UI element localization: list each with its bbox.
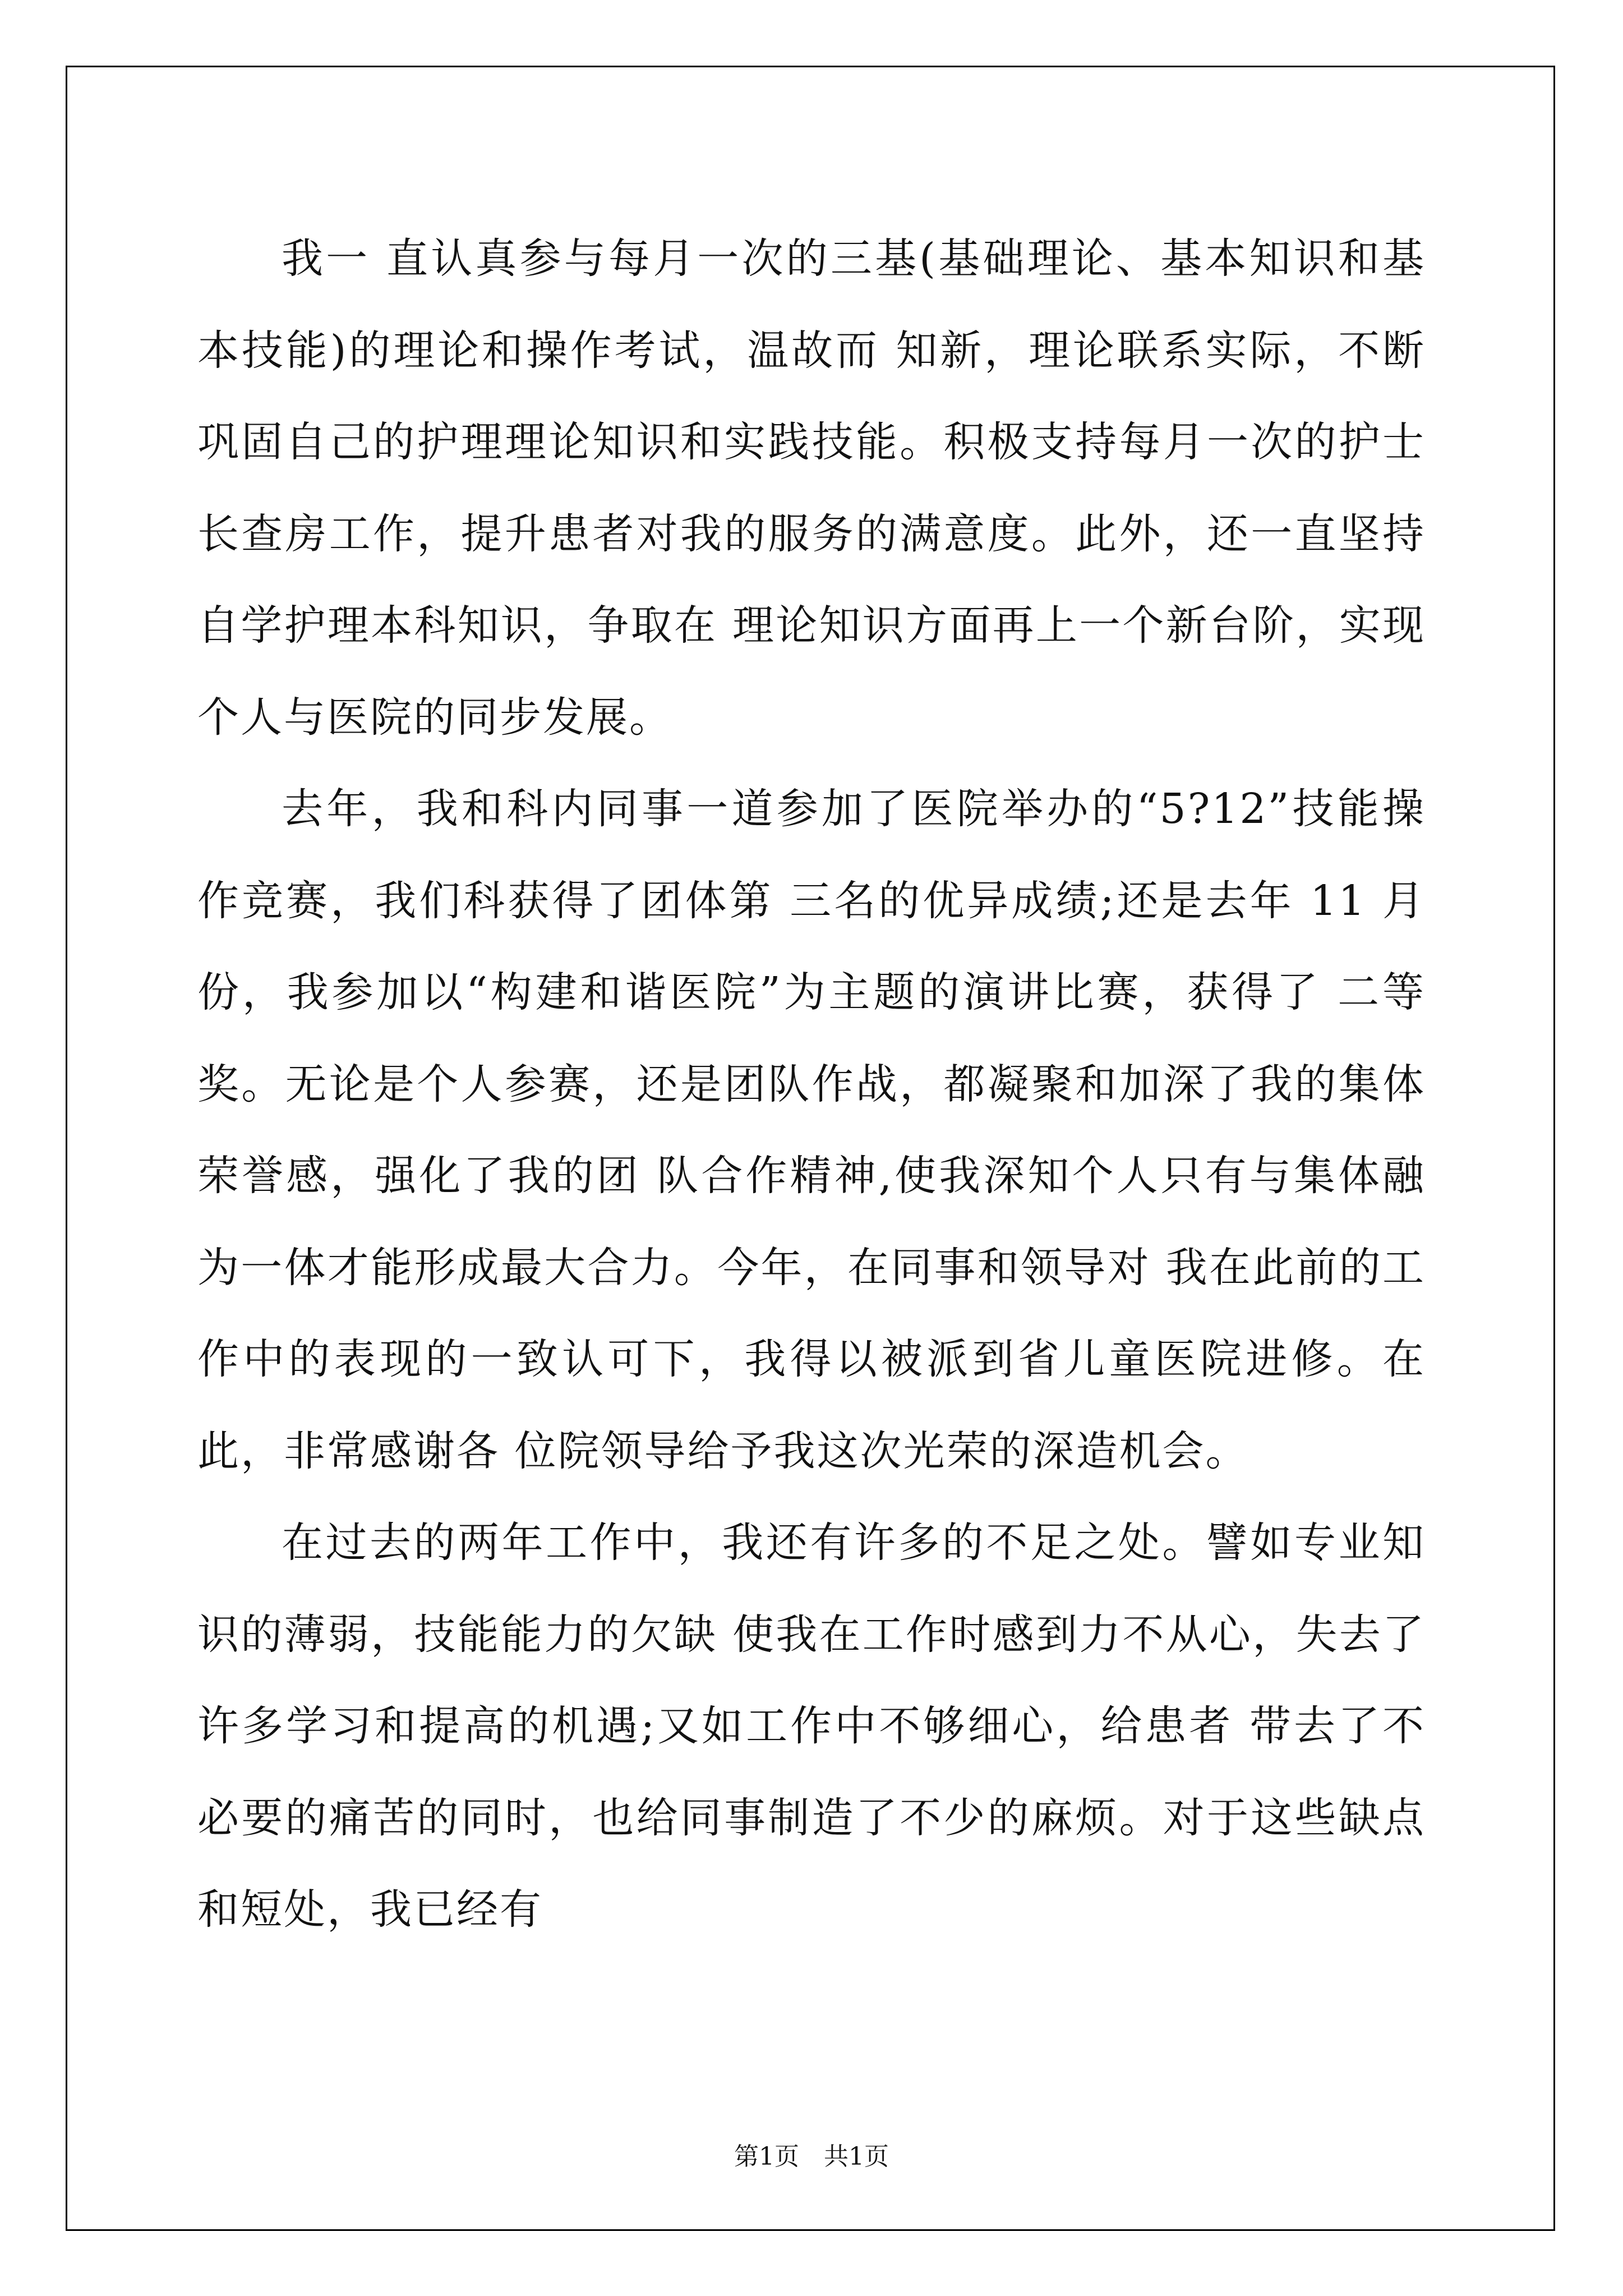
page-footer: 第1页 共1页 bbox=[734, 2142, 889, 2171]
paragraph-2: 去年，我和科内同事一道参加了医院举办的“5?12”技能操作竞赛，我们科获得了团体第 三名的优异成绩;还是去年 11 月份，我参加以“构建和谐医院”为主题的演讲比赛，获得了 二等奖。无论是个人参赛，还是团队作战，都凝聚和加深了我的集体荣誉感，强化了我的团 队合作精神,使我深知个人只有与集体融为一体才能形成最大合力。今年，在同事和领导对 我在此前的工作中的表现的一致认可下，我得以被派到省儿童医院进修。在此，非常感谢各 位院领导给予我这次光荣的深造机会。 bbox=[197, 785, 1426, 1475]
paragraph-3: 在过去的两年工作中，我还有许多的不足之处。譬如专业知识的薄弱，技能能力的欠缺 使我在工作时感到力不从心，失去了许多学习和提高的机遇;又如工作中不够细心，给患者 带去了不必要的痛苦的同时，也给同事制造了不少的麻烦。对于这些缺点和短处，我已经有 bbox=[197, 1519, 1426, 1934]
paragraph-1: 我一 直认真参与每月一次的三基(基础理论、基本知识和基本技能)的理论和操作考试，温故而 知新，理论联系实际，不断巩固自己的护理理论知识和实践技能。积极支持每月一次的护士 长查房工作，提升患者对我的服务的满意度。此外，还一直坚持自学护理本科知识，争取在 理论知识方面再上一个新台阶，实现个人与医院的同步发展。 bbox=[197, 234, 1426, 742]
document-body bbox=[197, 213, 1426, 1956]
